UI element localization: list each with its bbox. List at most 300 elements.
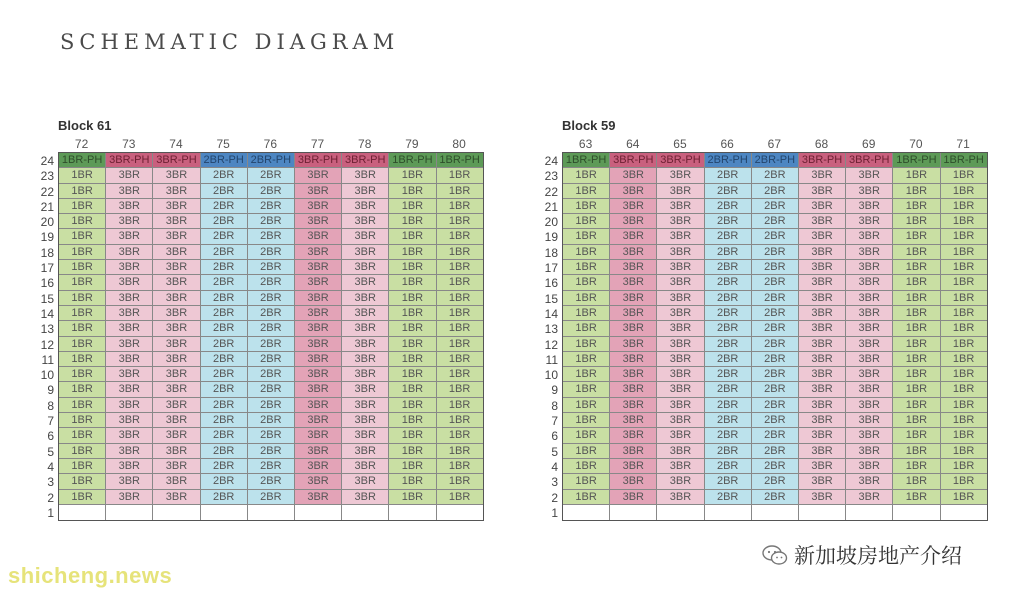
unit-cell: 1BR	[437, 168, 483, 183]
unit-cell: 2BR	[752, 260, 799, 275]
unit-cell: 3BR	[295, 275, 342, 290]
unit-cell: 3BR	[342, 413, 389, 428]
floor-label: 19	[544, 230, 558, 245]
unit-cell: 3BR	[342, 229, 389, 244]
unit-cell: 1BR	[563, 275, 610, 290]
floor-row	[59, 444, 483, 459]
unit-cell: 1BR	[941, 367, 987, 382]
unit-cell: 3BR	[153, 214, 200, 229]
unit-cell: 3BR	[610, 352, 657, 367]
unit-number: 79	[405, 137, 419, 151]
floor-row	[59, 459, 483, 474]
unit-cell: 3BR	[657, 352, 704, 367]
unit-cell: 3BR	[342, 245, 389, 260]
unit-cell: 3BR	[295, 306, 342, 321]
unit-cell: 2BR	[248, 306, 295, 321]
unit-cell: 1BR	[563, 382, 610, 397]
unit-cell: 1BR	[59, 168, 106, 183]
unit-cell: 3BR	[153, 474, 200, 489]
unit-cell: 1BR	[563, 352, 610, 367]
unit-cell: 1BR	[59, 275, 106, 290]
unit-cell: 2BR	[752, 229, 799, 244]
unit-cell: 1BR	[437, 398, 483, 413]
unit-cell: 3BR	[846, 337, 893, 352]
unit-cell: 1BR	[563, 459, 610, 474]
floor-row	[563, 352, 987, 367]
unit-cell: 3BR	[153, 459, 200, 474]
unit-cell: 1BR	[59, 260, 106, 275]
unit-cell: 1BR	[563, 428, 610, 443]
unit-cell: 3BR	[610, 337, 657, 352]
floor-label: 9	[47, 383, 54, 398]
unit-cell: 3BR	[610, 184, 657, 199]
unit-cell: 2BR	[201, 398, 248, 413]
floor-label: 5	[47, 444, 54, 459]
unit-cell: 3BR	[342, 474, 389, 489]
unit-cell: 1BR	[941, 229, 987, 244]
unit-number-row	[562, 136, 988, 152]
empty-cell	[799, 505, 846, 520]
unit-cell: 3BR	[295, 428, 342, 443]
unit-cell: 1BR	[437, 184, 483, 199]
unit-cell: 2BR	[248, 168, 295, 183]
empty-cell	[342, 505, 389, 520]
unit-cell: 2BR	[201, 199, 248, 214]
unit-cell: 3BR	[153, 428, 200, 443]
unit-cell: 3BR	[846, 490, 893, 505]
unit-cell: 1BR	[563, 413, 610, 428]
unit-cell: 1BR	[389, 168, 436, 183]
floor-label: 3	[551, 475, 558, 490]
unit-cell: 3BR	[342, 275, 389, 290]
unit-number: 63	[578, 137, 593, 151]
floor-row	[563, 245, 987, 260]
floor-row	[563, 459, 987, 474]
unit-number: 64	[626, 137, 640, 151]
unit-cell: 1BR	[941, 459, 987, 474]
unit-cell: 3BR	[657, 321, 704, 336]
unit-cell: 2BR	[248, 291, 295, 306]
unit-cell: 1BR	[389, 398, 436, 413]
floor-row	[563, 444, 987, 459]
unit-cell: 2BR	[705, 245, 752, 260]
unit-cell: 3BR	[106, 229, 153, 244]
floor-row	[563, 337, 987, 352]
wechat-badge	[762, 540, 962, 570]
unit-cell: 1BR	[893, 260, 940, 275]
unit-cell: 3BR	[657, 337, 704, 352]
unit-cell: 1BR	[893, 367, 940, 382]
unit-cell: 3BR	[657, 275, 704, 290]
unit-cell: 3BR	[106, 444, 153, 459]
unit-cell: 1BR	[941, 245, 987, 260]
penthouse-cell: 3BR-PH	[342, 153, 389, 168]
floor-row	[563, 275, 987, 290]
unit-cell: 1BR	[893, 474, 940, 489]
unit-cell: 1BR	[893, 337, 940, 352]
unit-cell: 3BR	[106, 352, 153, 367]
unit-cell: 2BR	[248, 199, 295, 214]
unit-cell: 2BR	[705, 275, 752, 290]
unit-number: 76	[263, 137, 278, 151]
unit-number: 67	[767, 137, 782, 151]
unit-cell: 3BR	[799, 306, 846, 321]
floor-row	[59, 291, 483, 306]
empty-cell	[893, 505, 940, 520]
unit-cell: 2BR	[705, 444, 752, 459]
unit-cell: 2BR	[705, 337, 752, 352]
floor-label: 20	[544, 215, 558, 230]
floor-label: 24	[40, 154, 54, 168]
unit-cell: 1BR	[389, 490, 436, 505]
unit-cell: 3BR	[846, 459, 893, 474]
unit-cell: 1BR	[437, 337, 483, 352]
unit-cell: 3BR	[342, 337, 389, 352]
unit-grid	[58, 152, 484, 521]
floor-label: 9	[551, 383, 558, 398]
unit-number: 77	[310, 137, 325, 151]
empty-cell	[752, 505, 799, 520]
unit-cell: 2BR	[705, 291, 752, 306]
unit-cell: 1BR	[563, 306, 610, 321]
unit-cell: 3BR	[799, 382, 846, 397]
unit-cell: 2BR	[201, 184, 248, 199]
unit-cell: 2BR	[705, 214, 752, 229]
unit-cell: 3BR	[106, 199, 153, 214]
unit-cell: 1BR	[893, 199, 940, 214]
unit-cell: 1BR	[59, 459, 106, 474]
unit-cell: 1BR	[563, 199, 610, 214]
unit-cell: 3BR	[342, 321, 389, 336]
unit-cell: 3BR	[657, 245, 704, 260]
unit-number: 69	[862, 137, 876, 151]
unit-cell: 2BR	[752, 321, 799, 336]
unit-cell: 3BR	[657, 260, 704, 275]
floor-row	[59, 184, 483, 199]
unit-cell: 3BR	[799, 474, 846, 489]
unit-cell: 3BR	[610, 245, 657, 260]
unit-cell: 3BR	[846, 413, 893, 428]
floor-row	[563, 168, 987, 183]
floor-label: 18	[40, 245, 54, 260]
unit-cell: 1BR	[389, 367, 436, 382]
floor-label: 11	[545, 352, 558, 367]
empty-cell	[389, 505, 436, 520]
unit-cell: 2BR	[201, 352, 248, 367]
unit-cell: 1BR	[941, 413, 987, 428]
penthouse-cell: 1BR-PH	[389, 153, 436, 168]
unit-cell: 3BR	[153, 306, 200, 321]
unit-cell: 3BR	[657, 367, 704, 382]
penthouse-cell: 1BR-PH	[437, 153, 483, 168]
unit-cell: 3BR	[846, 398, 893, 413]
unit-cell: 1BR	[437, 214, 483, 229]
floor-label: 17	[40, 261, 54, 276]
unit-cell: 3BR	[657, 413, 704, 428]
unit-cell: 1BR	[893, 275, 940, 290]
floor-row	[563, 214, 987, 229]
unit-cell: 3BR	[610, 459, 657, 474]
unit-cell: 3BR	[799, 490, 846, 505]
unit-cell: 1BR	[437, 413, 483, 428]
unit-cell: 3BR	[657, 490, 704, 505]
floor-label: 14	[40, 306, 54, 321]
unit-cell: 3BR	[153, 444, 200, 459]
unit-cell: 2BR	[248, 367, 295, 382]
floor-label: 13	[544, 322, 558, 337]
unit-cell: 1BR	[59, 382, 106, 397]
floor-row	[563, 413, 987, 428]
unit-cell: 1BR	[389, 245, 436, 260]
unit-cell: 3BR	[657, 168, 704, 183]
unit-cell: 3BR	[342, 459, 389, 474]
unit-cell: 1BR	[893, 321, 940, 336]
empty-cell	[153, 505, 200, 520]
unit-cell: 3BR	[799, 367, 846, 382]
floor-row	[59, 382, 483, 397]
unit-cell: 2BR	[752, 490, 799, 505]
empty-cell	[437, 505, 483, 520]
floor-label: 11	[41, 352, 54, 367]
floor-row	[59, 229, 483, 244]
penthouse-cell: 3BR-PH	[657, 153, 704, 168]
unit-cell: 1BR	[563, 214, 610, 229]
unit-cell: 3BR	[153, 168, 200, 183]
unit-cell: 3BR	[610, 428, 657, 443]
unit-cell: 3BR	[846, 428, 893, 443]
unit-cell: 3BR	[106, 428, 153, 443]
unit-cell: 3BR	[342, 444, 389, 459]
unit-cell: 2BR	[752, 275, 799, 290]
unit-grid	[562, 152, 988, 521]
unit-cell: 3BR	[799, 444, 846, 459]
unit-cell: 3BR	[799, 245, 846, 260]
unit-cell: 3BR	[610, 214, 657, 229]
unit-cell: 3BR	[295, 321, 342, 336]
unit-cell: 3BR	[799, 337, 846, 352]
unit-number: 70	[909, 137, 923, 151]
unit-cell: 1BR	[893, 168, 940, 183]
unit-cell: 3BR	[106, 398, 153, 413]
block-61-diagram	[40, 118, 484, 521]
unit-cell: 1BR	[389, 214, 436, 229]
unit-cell: 1BR	[437, 444, 483, 459]
floor-label: 14	[544, 306, 558, 321]
floor-label: 8	[47, 398, 54, 413]
unit-cell: 3BR	[295, 459, 342, 474]
unit-cell: 3BR	[657, 428, 704, 443]
unit-cell: 3BR	[106, 459, 153, 474]
floor-row	[563, 184, 987, 199]
floor-label: 24	[544, 154, 558, 168]
unit-cell: 3BR	[295, 199, 342, 214]
unit-cell: 2BR	[705, 398, 752, 413]
floor-row	[563, 505, 987, 520]
unit-cell: 2BR	[705, 229, 752, 244]
unit-cell: 1BR	[893, 490, 940, 505]
unit-cell: 3BR	[295, 337, 342, 352]
unit-cell: 2BR	[705, 413, 752, 428]
unit-cell: 2BR	[752, 382, 799, 397]
floor-labels	[528, 154, 558, 521]
unit-cell: 2BR	[248, 382, 295, 397]
unit-cell: 3BR	[342, 306, 389, 321]
unit-cell: 1BR	[563, 367, 610, 382]
floor-label: 7	[551, 414, 558, 429]
floor-row	[563, 398, 987, 413]
penthouse-cell: 2BR-PH	[201, 153, 248, 168]
unit-cell: 2BR	[248, 184, 295, 199]
unit-cell: 3BR	[799, 459, 846, 474]
unit-cell: 3BR	[106, 168, 153, 183]
floor-row	[59, 505, 483, 520]
penthouse-cell: 3BR-PH	[846, 153, 893, 168]
empty-cell	[657, 505, 704, 520]
unit-cell: 1BR	[437, 260, 483, 275]
unit-cell: 1BR	[941, 260, 987, 275]
penthouse-cell: 1BR-PH	[563, 153, 610, 168]
floor-label: 21	[40, 199, 54, 214]
unit-cell: 3BR	[295, 229, 342, 244]
unit-cell: 2BR	[752, 428, 799, 443]
unit-cell: 3BR	[846, 184, 893, 199]
unit-cell: 3BR	[657, 382, 704, 397]
unit-cell: 3BR	[153, 398, 200, 413]
unit-cell: 3BR	[153, 291, 200, 306]
unit-cell: 3BR	[846, 306, 893, 321]
unit-cell: 1BR	[563, 229, 610, 244]
unit-cell: 3BR	[846, 229, 893, 244]
unit-cell: 3BR	[106, 382, 153, 397]
unit-cell: 2BR	[752, 413, 799, 428]
unit-cell: 1BR	[59, 367, 106, 382]
unit-cell: 1BR	[437, 229, 483, 244]
floor-label: 16	[40, 276, 54, 291]
floor-label: 6	[47, 429, 54, 444]
unit-cell: 3BR	[342, 260, 389, 275]
floor-row	[59, 337, 483, 352]
unit-cell: 1BR	[389, 291, 436, 306]
floor-row	[59, 398, 483, 413]
unit-cell: 3BR	[342, 367, 389, 382]
unit-cell: 3BR	[295, 444, 342, 459]
unit-cell: 2BR	[201, 382, 248, 397]
unit-cell: 3BR	[295, 260, 342, 275]
unit-number: 68	[814, 137, 829, 151]
unit-cell: 2BR	[248, 337, 295, 352]
unit-number: 75	[216, 137, 230, 151]
unit-cell: 2BR	[201, 168, 248, 183]
unit-cell: 2BR	[752, 459, 799, 474]
unit-cell: 3BR	[342, 214, 389, 229]
unit-cell: 2BR	[248, 474, 295, 489]
unit-cell: 3BR	[657, 444, 704, 459]
unit-cell: 1BR	[563, 245, 610, 260]
unit-number: 66	[720, 137, 734, 151]
floor-row	[563, 382, 987, 397]
unit-cell: 2BR	[201, 337, 248, 352]
floor-label: 4	[47, 459, 54, 474]
unit-cell: 2BR	[752, 444, 799, 459]
unit-cell: 2BR	[248, 245, 295, 260]
unit-cell: 1BR	[437, 459, 483, 474]
penthouse-cell: 1BR-PH	[59, 153, 106, 168]
unit-cell: 3BR	[295, 352, 342, 367]
unit-cell: 1BR	[941, 382, 987, 397]
unit-cell: 3BR	[153, 199, 200, 214]
unit-cell: 3BR	[153, 260, 200, 275]
unit-cell: 3BR	[799, 428, 846, 443]
floor-label: 18	[544, 245, 558, 260]
unit-cell: 1BR	[389, 199, 436, 214]
unit-cell: 3BR	[342, 398, 389, 413]
unit-cell: 1BR	[389, 337, 436, 352]
unit-cell: 2BR	[752, 398, 799, 413]
floor-row	[563, 229, 987, 244]
penthouse-cell: 2BR-PH	[248, 153, 295, 168]
unit-cell: 3BR	[153, 337, 200, 352]
unit-cell: 3BR	[657, 214, 704, 229]
floor-label: 15	[544, 291, 558, 306]
unit-cell: 3BR	[799, 352, 846, 367]
unit-cell: 3BR	[106, 490, 153, 505]
unit-cell: 1BR	[563, 321, 610, 336]
floor-row	[59, 367, 483, 382]
unit-cell: 1BR	[437, 321, 483, 336]
unit-cell: 3BR	[799, 229, 846, 244]
penthouse-cell: 3BR-PH	[799, 153, 846, 168]
unit-cell: 1BR	[59, 306, 106, 321]
unit-cell: 2BR	[201, 306, 248, 321]
unit-cell: 3BR	[295, 291, 342, 306]
unit-cell: 2BR	[752, 337, 799, 352]
floor-row	[59, 413, 483, 428]
empty-cell	[563, 505, 610, 520]
unit-cell: 3BR	[153, 245, 200, 260]
unit-cell: 1BR	[563, 398, 610, 413]
floor-label: 1	[551, 505, 558, 520]
unit-cell: 1BR	[893, 352, 940, 367]
unit-cell: 2BR	[705, 474, 752, 489]
floor-label: 6	[551, 429, 558, 444]
floor-label: 7	[47, 414, 54, 429]
unit-cell: 1BR	[563, 474, 610, 489]
unit-cell: 2BR	[705, 490, 752, 505]
unit-cell: 2BR	[201, 291, 248, 306]
unit-cell: 2BR	[201, 444, 248, 459]
penthouse-cell: 1BR-PH	[893, 153, 940, 168]
unit-cell: 2BR	[752, 352, 799, 367]
unit-cell: 3BR	[657, 398, 704, 413]
unit-cell: 3BR	[846, 382, 893, 397]
floor-row	[59, 168, 483, 183]
unit-cell: 3BR	[799, 413, 846, 428]
unit-cell: 1BR	[59, 444, 106, 459]
floor-label: 13	[40, 322, 54, 337]
unit-cell: 1BR	[893, 291, 940, 306]
unit-cell: 2BR	[201, 459, 248, 474]
unit-cell: 3BR	[295, 490, 342, 505]
unit-cell: 2BR	[201, 367, 248, 382]
unit-cell: 1BR	[893, 382, 940, 397]
unit-cell: 1BR	[563, 168, 610, 183]
unit-cell: 1BR	[941, 321, 987, 336]
unit-cell: 1BR	[389, 352, 436, 367]
unit-cell: 1BR	[941, 291, 987, 306]
floor-label: 12	[40, 337, 54, 352]
unit-cell: 1BR	[59, 291, 106, 306]
unit-cell: 1BR	[389, 474, 436, 489]
